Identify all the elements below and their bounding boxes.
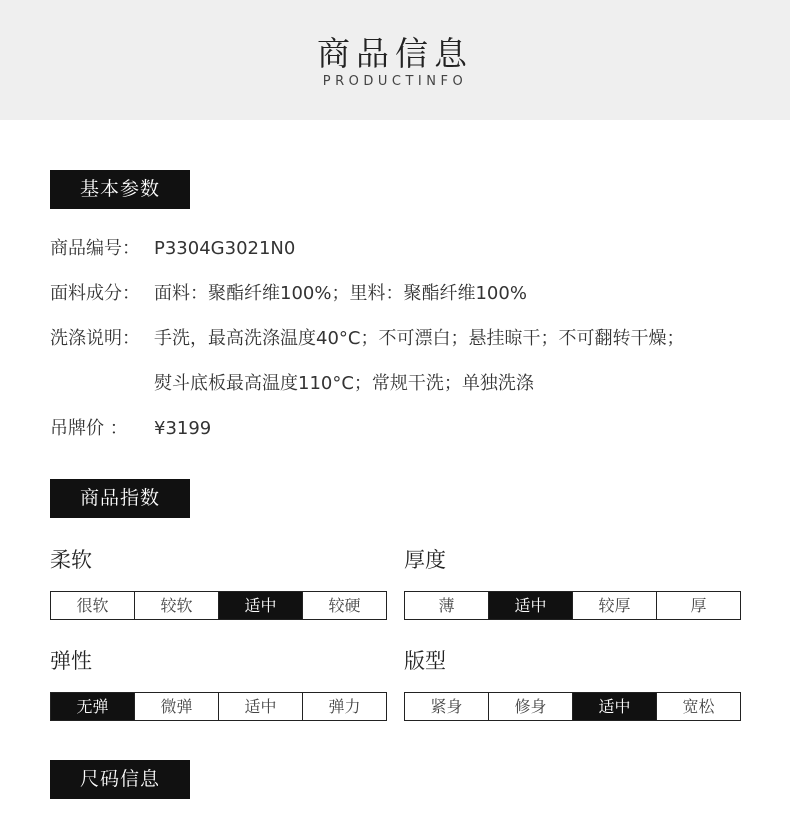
index-fit [404, 646, 741, 716]
elasticity-scale [50, 692, 387, 721]
spec-row-code [50, 237, 295, 261]
index-fit-name: 版型 [404, 649, 446, 673]
index-elasticity [50, 646, 387, 716]
softness-scale [50, 591, 387, 620]
section-heading-size: 尺码信息 [50, 760, 190, 799]
fit-option: 紧身 [405, 693, 489, 720]
index-thickness [404, 545, 741, 615]
softness-option: 较软 [135, 592, 219, 619]
page-header [0, 0, 790, 120]
softness-option: 较硬 [303, 592, 386, 619]
spec-row-price [50, 417, 211, 441]
fit-option: 适中 [573, 693, 657, 720]
spec-value-wash-line2: 熨斗底板最高温度110°C；常规干洗；单独洗涤 [154, 373, 534, 394]
spec-value-material: 面料：聚酯纤维100%；里料：聚酯纤维100% [154, 283, 527, 304]
thickness-option: 较厚 [573, 592, 657, 619]
elasticity-option: 微弹 [135, 693, 219, 720]
page-title: 商品信息 [317, 34, 473, 73]
index-softness-name: 柔软 [50, 548, 92, 572]
fit-scale [404, 692, 741, 721]
spec-label-price: 吊牌价 ： [50, 418, 128, 439]
section-heading-basic: 基本参数 [50, 170, 190, 209]
fit-option: 宽松 [657, 693, 740, 720]
spec-value-wash-line1: 手洗，最高洗涤温度40°C；不可漂白；悬挂晾干；不可翻转干燥； [154, 328, 685, 349]
thickness-scale [404, 591, 741, 620]
thickness-option: 适中 [489, 592, 573, 619]
index-elasticity-name: 弹性 [50, 649, 92, 673]
section-heading-index: 商品指数 [50, 479, 190, 518]
spec-value-price: ¥3199 [154, 418, 212, 439]
thickness-option: 厚 [657, 592, 740, 619]
elasticity-option: 弹力 [303, 693, 386, 720]
spec-row-wash [50, 327, 684, 351]
thickness-option: 薄 [405, 592, 489, 619]
spec-label-wash: 洗涤说明： [50, 328, 140, 349]
softness-option: 适中 [219, 592, 303, 619]
elasticity-option: 适中 [219, 693, 303, 720]
index-softness [50, 545, 387, 615]
page-subtitle: PRODUCTINFO [322, 74, 468, 89]
spec-label-code: 商品编号： [50, 238, 140, 259]
softness-option: 很软 [51, 592, 135, 619]
spec-label-material: 面料成分： [50, 283, 140, 304]
spec-row-material [50, 282, 527, 306]
elasticity-option: 无弹 [51, 693, 135, 720]
spec-value-code: P3304G3021N0 [154, 238, 296, 259]
index-thickness-name: 厚度 [404, 548, 446, 572]
fit-option: 修身 [489, 693, 573, 720]
